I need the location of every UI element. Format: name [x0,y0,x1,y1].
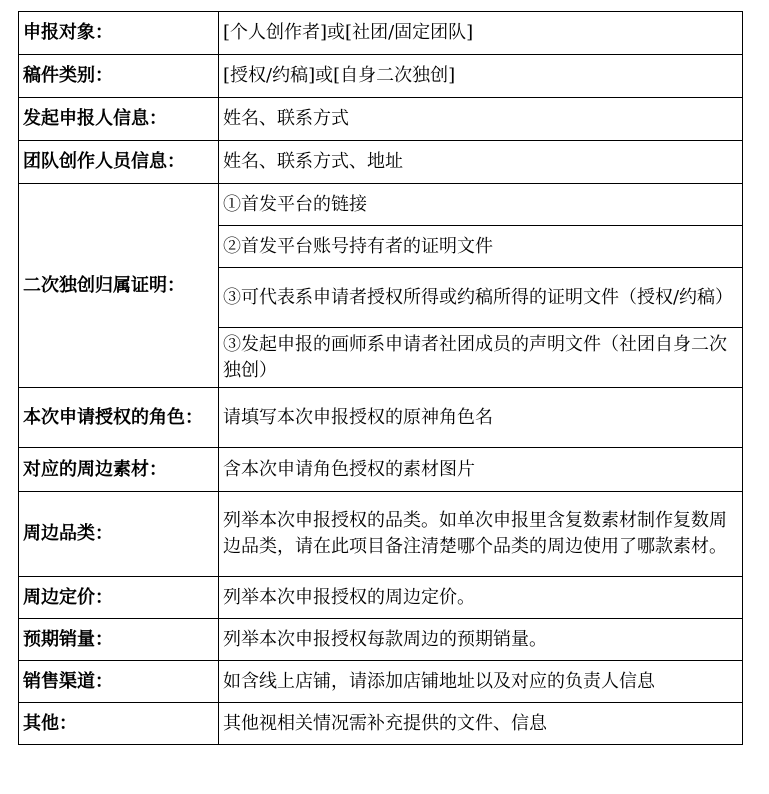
proof-item: ③可代表系申请者授权所得或约稿所得的证明文件（授权/约稿） [219,268,743,328]
row-label: 发起申报人信息： [19,98,219,141]
row-value: 请填写本次申报授权的原神角色名 [219,388,743,448]
row-value: 姓名、联系方式 [219,98,743,141]
proof-item: ③发起申报的画师系申请者社团成员的声明文件（社团自身二次独创） [219,328,743,388]
application-requirements-table [18,11,743,745]
row-label: 团队创作人员信息： [19,141,219,184]
table-row [19,388,743,448]
row-label: 周边品类： [19,492,219,577]
row-value: 姓名、联系方式、地址 [219,141,743,184]
row-label: 本次申请授权的角色： [19,388,219,448]
row-value: 其他视相关情况需补充提供的文件、信息 [219,703,743,745]
row-value: 列举本次申报授权的品类。如单次申报里含复数素材制作复数周边品类，请在此项目备注清楚哪个品类的周边使用了哪款素材。 [219,492,743,577]
row-label: 预期销量： [19,619,219,661]
table-row [19,492,743,577]
proof-item: ①首发平台的链接 [219,184,743,226]
proof-item: ②首发平台账号持有者的证明文件 [219,226,743,268]
row-label: 申报对象： [19,12,219,55]
row-label: 稿件类别： [19,55,219,98]
row-value: 列举本次申报授权的周边定价。 [219,577,743,619]
table-row [19,184,743,226]
table-row [19,12,743,55]
row-value: 含本次申请角色授权的素材图片 [219,448,743,492]
table-row [19,703,743,745]
table-row [19,619,743,661]
table-row [19,577,743,619]
row-label: 二次独创归属证明： [19,184,219,388]
table-row [19,141,743,184]
row-value: [授权/约稿]或[自身二次独创] [219,55,743,98]
row-label: 销售渠道： [19,661,219,703]
row-value: 列举本次申报授权每款周边的预期销量。 [219,619,743,661]
table-row [19,55,743,98]
row-label: 其他： [19,703,219,745]
row-label: 周边定价： [19,577,219,619]
row-value: 如含线上店铺，请添加店铺地址以及对应的负责人信息 [219,661,743,703]
table-row [19,661,743,703]
table-row [19,98,743,141]
row-label: 对应的周边素材： [19,448,219,492]
table-row [19,448,743,492]
row-value: [个人创作者]或[社团/固定团队] [219,12,743,55]
